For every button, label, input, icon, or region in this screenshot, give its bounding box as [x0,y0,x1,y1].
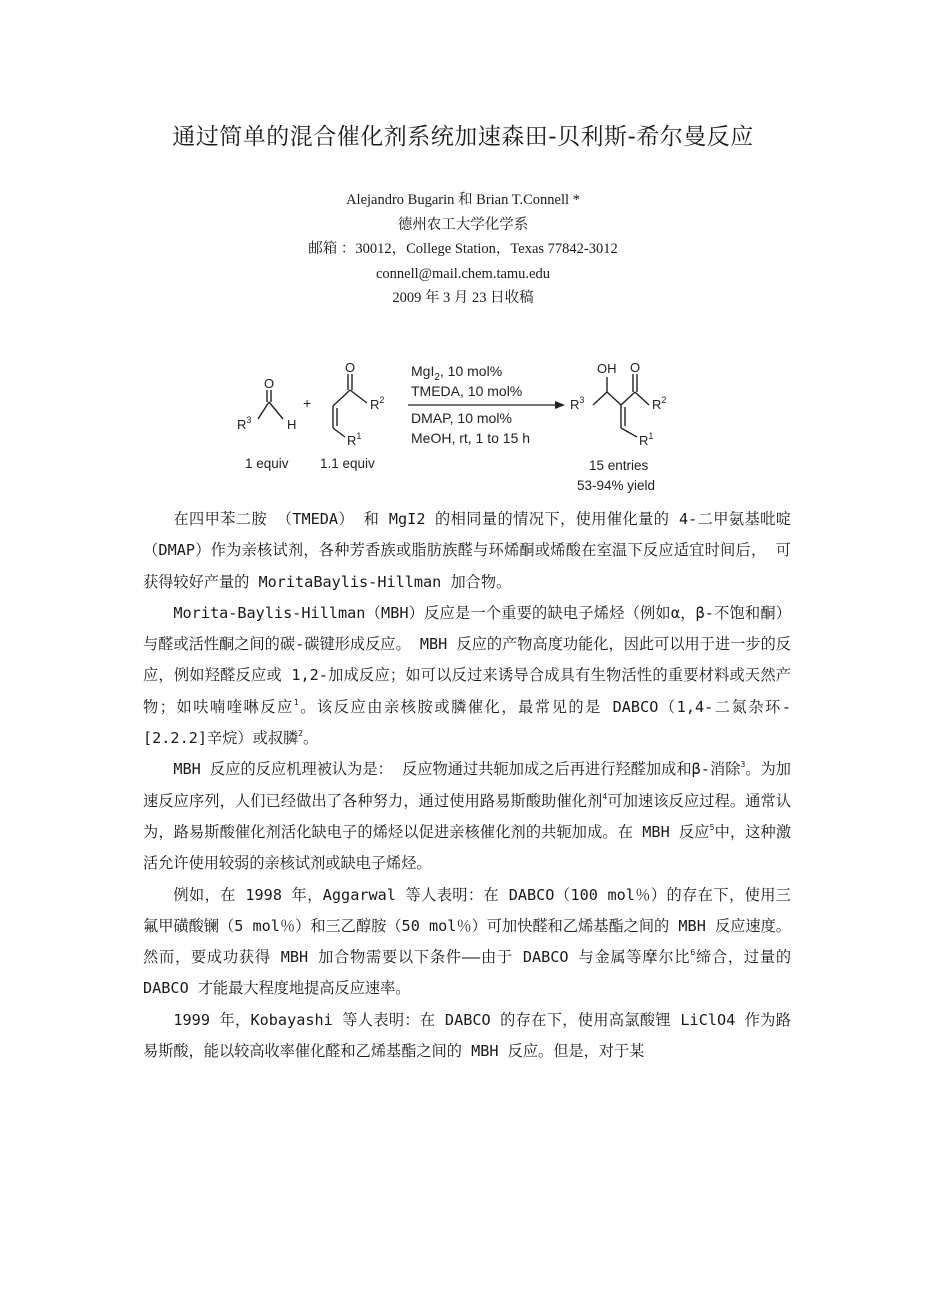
reference-1: 1 [293,697,299,707]
received-date: 2009 年 3 月 23 日收稿 [392,290,534,306]
enone-structure [333,374,367,437]
paper-title: 通过简单的混合催化剂系统加速森田-贝利斯-希尔曼反应 [172,124,754,150]
plus-sign: + [303,395,312,411]
reactant1-equiv: 1 equiv [245,456,289,471]
product-r3-label: $R^3$ [570,395,585,412]
condition-line-4: MeOH, rt, 1 to 15 h [411,430,531,446]
paragraph-5: 1999 年，Kobayashi 等人表明：在 DABCO 的存在下，使用高氯酸锂 LiClO4 作为路易斯酸，能以较高收率催化醛和乙烯基酯之间的 MBH 反应。但是，对于某 [143,1010,791,1061]
paragraph-1: 在四甲苯二胺 （TMEDA） 和 MgI2 的相同量的情况下，使用催化量的 4-二甲氨基吡啶（DMAP）作为亲核试剂，各种芳香族或脂肪族醛与环烯酮或烯酸在室温下反应适宜时间后， 可获得较好产量的 MoritaBaylis-Hillman 加合物。 [143,510,791,591]
product-yield: 53-94% yield [577,478,656,493]
product-oxygen-label: O [630,360,641,375]
enone-r1-label: $R^1$ [347,431,362,448]
paragraph-4: 例如，在 1998 年，Aggarwal 等人表明：在 DABCO（100 mol％）的存在下，使用三氟甲磺酸镧（5 mol％）和三乙醇胺（50 mol％）可加快醛和乙烯基酯之间的 MBH 反应速度。然而，要成功获得 MBH 加合物需要以下条件——由于 DABCO 与金属等摩尔比$^6$缔合，过量的 DABCO 才能最大程度地提高反应速率。 [143,885,792,998]
author-department: 德州农工大学化学系 [397,216,529,233]
condition-line-3: DMAP, 10 mol% [411,410,512,426]
author-names: Alejandro Bugarin 和 Brian T.Connell * [346,192,580,208]
product-r1-label: $R^1$ [639,431,654,448]
product-oh-label: OH [597,361,617,376]
aldehyde-oxygen-label: O [264,376,275,391]
product-r2-label: $R^2$ [652,395,667,412]
reaction-scheme [225,350,705,500]
reactant2-equiv: 1.1 equiv [320,456,375,471]
reference-3: 3 [740,760,746,770]
reaction-arrow [408,401,565,409]
reference-6: 6 [690,948,696,958]
condition-line-1: MgI$_2$, 10 mol% [411,363,503,383]
product-entries: 15 entries [589,458,649,473]
enone-oxygen-label: O [345,360,356,375]
paragraph-3: MBH 反应的反应机理被认为是： 反应物通过共轭加成之后再进行羟醛加成和β-消除$^3$。为加速反应序列，人们已经做出了各种努力，通过使用路易斯酸助催化剂$^4$可加速该反应过程。通常认为，路易斯酸催化剂活化缺电子的烯烃以促进亲核催化剂的共轭加成。在 MBH 反应$^5$中，这种激活允许使用较弱的亲核试剂或缺电子烯烃。 [143,760,792,873]
paragraph-2: Morita-Baylis-Hillman（MBH）反应是一个重要的缺电子烯烃（例如α，β-不饱和酮）与醛或活性酮之间的碳-碳键形成反应。 MBH 反应的产物高度功能化，因此可以用于进一步的反应，例如羟醛反应或 1,2-加成反应；如可以反过来诱导合成具有生物活性的重要材料或天然产物；如呋喃喹啉反应$^1$。该反应由亲核胺或膦催化，最常见的是 DABCO（1,4-二氮杂环-[2.2.2]辛烷）或叔膦$^2$。 [143,603,791,748]
author-block [0,188,926,311]
reference-5: 5 [709,822,715,832]
enone-r2-label: $R^2$ [370,395,385,412]
product-structure [593,374,649,437]
aldehyde-r3-label: $R^3$ [237,415,252,432]
author-address: 邮箱 ：30012，College Station，Texas 77842-3012 [308,241,618,257]
condition-line-2: TMEDA, 10 mol% [411,383,523,399]
author-email[interactable]: connell@mail.chem.tamu.edu [375,265,550,282]
reference-4: 4 [602,791,608,801]
aldehyde-structure [258,390,283,419]
body-text [143,504,791,1067]
reference-2: 2 [298,729,303,739]
aldehyde-h-label: H [287,417,297,432]
